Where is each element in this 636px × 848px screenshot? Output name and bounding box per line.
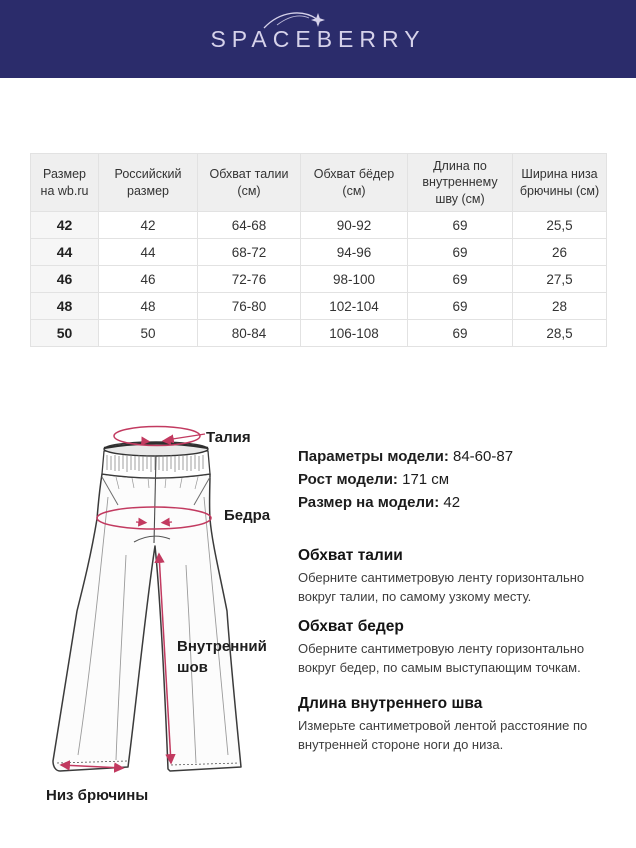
pants-line-drawing (20, 415, 300, 815)
table-row (31, 320, 607, 347)
guide-waist-title: Обхват талии (298, 547, 403, 564)
size-table (30, 153, 607, 347)
col-header-hem-width: Ширина низа брючины (см) (513, 154, 607, 212)
guide-waist-text: Оберните сантиметровую ленту горизонтально вокруг талии, по самому узкому месту. (298, 570, 585, 604)
cell-hips: 106-108 (301, 320, 408, 347)
cell-inseam: 69 (408, 266, 513, 293)
table-row (31, 239, 607, 266)
hem-label: Низ брючины (46, 787, 149, 804)
cell-wb-size: 46 (31, 266, 99, 293)
cell-wb-size: 50 (31, 320, 99, 347)
model-params-label: Параметры модели: (298, 448, 449, 465)
cell-ru-size: 48 (99, 293, 198, 320)
col-header-inseam: Длина по внутреннему шву (см) (408, 154, 513, 212)
guide-hips-text: Оберните сантиметровую ленту горизонтально вокруг бедер, по самым выступающим точкам. (298, 641, 585, 675)
model-size-label: Размер на модели: (298, 494, 440, 511)
cell-waist: 72-76 (198, 266, 301, 293)
cell-inseam: 69 (408, 239, 513, 266)
model-size-value: 42 (443, 494, 461, 511)
pants-silhouette (53, 474, 241, 771)
cell-wb-size: 48 (31, 293, 99, 320)
guide-inseam-text: Измерьте сантиметровой лентой расстояние по внутренней стороне ноги до низа. (298, 718, 588, 752)
brand-logo: SPACEBERRY (210, 26, 426, 52)
table-row (31, 293, 607, 320)
cell-ru-size: 44 (99, 239, 198, 266)
cell-hips: 90-92 (301, 212, 408, 239)
cell-inseam: 69 (408, 293, 513, 320)
guide-hips-title: Обхват бедер (298, 618, 404, 635)
cell-waist: 80-84 (198, 320, 301, 347)
cell-waist: 64-68 (198, 212, 301, 239)
waist-label: Талия (206, 429, 251, 446)
cell-hips: 98-100 (301, 266, 408, 293)
col-header-hips: Обхват бёдер (см) (301, 154, 408, 212)
model-height-line (298, 468, 620, 491)
cell-ru-size: 50 (99, 320, 198, 347)
cell-hem-width: 28 (513, 293, 607, 320)
cell-hips: 102-104 (301, 293, 408, 320)
col-header-ru-size: Российский размер (99, 154, 198, 212)
col-header-waist: Обхват талии (см) (198, 154, 301, 212)
table-header-row (31, 154, 607, 212)
cell-ru-size: 42 (99, 212, 198, 239)
cell-ru-size: 46 (99, 266, 198, 293)
table-row (31, 212, 607, 239)
cell-hem-width: 28,5 (513, 320, 607, 347)
cell-hem-width: 27,5 (513, 266, 607, 293)
cell-wb-size: 42 (31, 212, 99, 239)
model-info-block (298, 445, 620, 514)
hips-label: Бедра (224, 507, 271, 524)
model-height-label: Рост модели: (298, 471, 398, 488)
model-size-line (298, 491, 620, 514)
model-params-line (298, 445, 620, 468)
cell-inseam: 69 (408, 212, 513, 239)
cell-hem-width: 25,5 (513, 212, 607, 239)
cell-waist: 76-80 (198, 293, 301, 320)
cell-hem-width: 26 (513, 239, 607, 266)
brand-banner (0, 0, 636, 78)
guide-inseam-title: Длина внутреннего шва (298, 695, 483, 712)
model-height-value: 171 см (402, 471, 450, 488)
table-row (31, 266, 607, 293)
cell-inseam: 69 (408, 320, 513, 347)
col-header-wb-size: Размер на wb.ru (31, 154, 99, 212)
cell-wb-size: 44 (31, 239, 99, 266)
inseam-label: Внутренний шов (177, 638, 267, 676)
cell-waist: 68-72 (198, 239, 301, 266)
model-params-value: 84-60-87 (453, 448, 514, 465)
cell-hips: 94-96 (301, 239, 408, 266)
